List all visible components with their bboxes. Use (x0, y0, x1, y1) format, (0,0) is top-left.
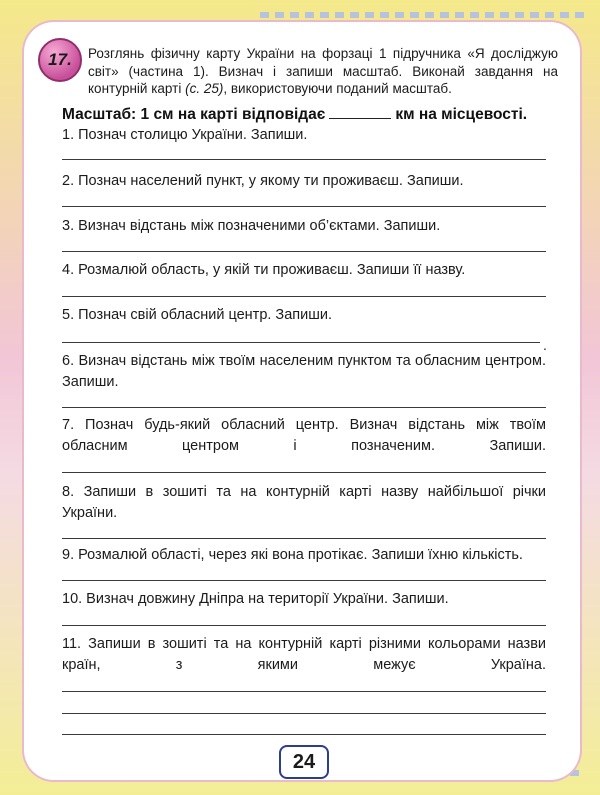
answer-line-3[interactable] (62, 251, 546, 252)
task-item-2: 2. Познач населений пункт, у якому ти проживаєш. Запиши. (62, 173, 464, 189)
answer-line-11a[interactable] (62, 691, 546, 692)
answer-line-11c[interactable] (62, 734, 546, 735)
task-item-6: 6. Визнач відстань між твоїм населеним пунктом та обласним центром. Запиши. (62, 353, 546, 390)
intro-text-end: , використовуючи поданий масштаб. (223, 81, 452, 96)
answer-line-8[interactable] (62, 538, 546, 539)
line-end-dot: . (543, 337, 547, 353)
page-number: 24 (279, 745, 329, 779)
answer-line-5[interactable] (62, 342, 540, 343)
task-item-5: 5. Познач свій обласний центр. Запиши. (62, 307, 332, 323)
answer-line-1[interactable] (62, 159, 546, 160)
answer-line-11b[interactable] (62, 713, 546, 714)
worksheet-page (24, 22, 580, 780)
answer-line-9[interactable] (62, 580, 546, 581)
task-intro (88, 45, 558, 98)
scale-statement (62, 104, 572, 124)
task-item-3: 3. Визнач відстань між позначеними об’єктами. Запиши. (62, 218, 441, 234)
scale-prefix: Масштаб: 1 см на карті відповідає (62, 106, 326, 123)
answer-line-4[interactable] (62, 296, 546, 297)
task-item-9: 9. Розмалюй області, через які вона протікає. Запиши їхню кількість. (62, 547, 523, 563)
task-number-badge: 17. (38, 38, 82, 82)
intro-text: Розглянь фізичну карту України на форзаці 1 підручника «Я досліджую світ» (частина 1). Визнач і запиши масштаб. Виконай завдання на контурній карті (88, 46, 558, 96)
answer-line-6[interactable] (62, 407, 546, 408)
answer-line-7[interactable] (62, 472, 546, 473)
scale-blank-field[interactable] (329, 104, 391, 119)
task-item-11: 11. Запиши в зошиті та на контурній карті різними кольорами назви країн, з якими межує Україна. (62, 636, 546, 673)
task-item-7: 7. Познач будь-який обласний центр. Визнач відстань між твоїм обласним центром і позначеним. Запиши. (62, 417, 546, 454)
top-dash-decoration (260, 12, 590, 18)
task-item-4: 4. Розмалюй область, у якій ти проживаєш. Запиши її назву. (62, 262, 466, 278)
answer-line-2[interactable] (62, 206, 546, 207)
task-item-8: 8. Запиши в зошиті та на контурній карті назву найбільшої річки України. (62, 484, 546, 521)
scale-suffix: км на місцевості. (395, 106, 528, 123)
task-item-10: 10. Визнач довжину Дніпра на території України. Запиши. (62, 591, 449, 607)
intro-page-ref: (с. 25) (185, 81, 224, 96)
answer-line-10[interactable] (62, 625, 546, 626)
task-item-1: 1. Познач столицю України. Запиши. (62, 127, 308, 143)
